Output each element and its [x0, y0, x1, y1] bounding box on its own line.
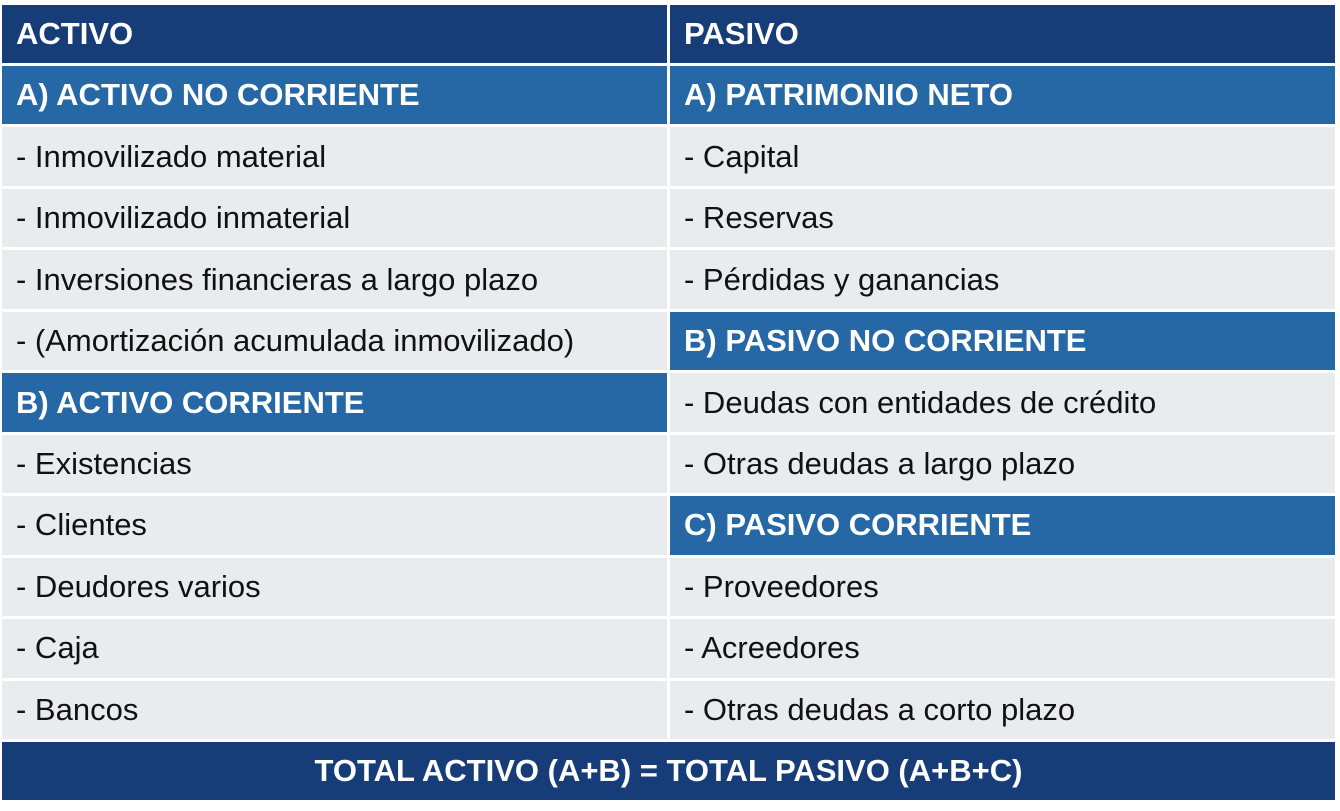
pasivo-item: - Otras deudas a corto plazo	[670, 681, 1335, 740]
activo-item: - (Amortización acumulada inmovilizado)	[2, 312, 667, 371]
patrimonio-neto-section: A) PATRIMONIO NETO	[670, 66, 1335, 125]
pasivo-no-corriente-section: B) PASIVO NO CORRIENTE	[670, 312, 1335, 371]
activo-no-corriente-section: A) ACTIVO NO CORRIENTE	[2, 66, 667, 125]
balance-sheet-table	[2, 5, 1336, 797]
activo-item: - Caja	[2, 619, 667, 678]
pasivo-item: - Otras deudas a largo plazo	[670, 435, 1335, 494]
pasivo-item: - Proveedores	[670, 558, 1335, 617]
activo-header: ACTIVO	[2, 5, 667, 63]
activo-item: - Bancos	[2, 681, 667, 740]
activo-item: - Clientes	[2, 496, 667, 555]
activo-item: - Inmovilizado material	[2, 127, 667, 186]
activo-corriente-section: B) ACTIVO CORRIENTE	[2, 373, 667, 432]
pasivo-item: - Capital	[670, 127, 1335, 186]
pasivo-item: - Reservas	[670, 189, 1335, 248]
activo-item: - Inversiones financieras a largo plazo	[2, 250, 667, 309]
pasivo-item: - Deudas con entidades de crédito	[670, 373, 1335, 432]
pasivo-header: PASIVO	[670, 5, 1335, 63]
pasivo-corriente-section: C) PASIVO CORRIENTE	[670, 496, 1335, 555]
pasivo-item: - Acreedores	[670, 619, 1335, 678]
pasivo-item: - Pérdidas y ganancias	[670, 250, 1335, 309]
activo-item: - Deudores varios	[2, 558, 667, 617]
activo-item: - Inmovilizado inmaterial	[2, 189, 667, 248]
activo-item: - Existencias	[2, 435, 667, 494]
total-row: TOTAL ACTIVO (A+B) = TOTAL PASIVO (A+B+C)	[2, 742, 1335, 800]
